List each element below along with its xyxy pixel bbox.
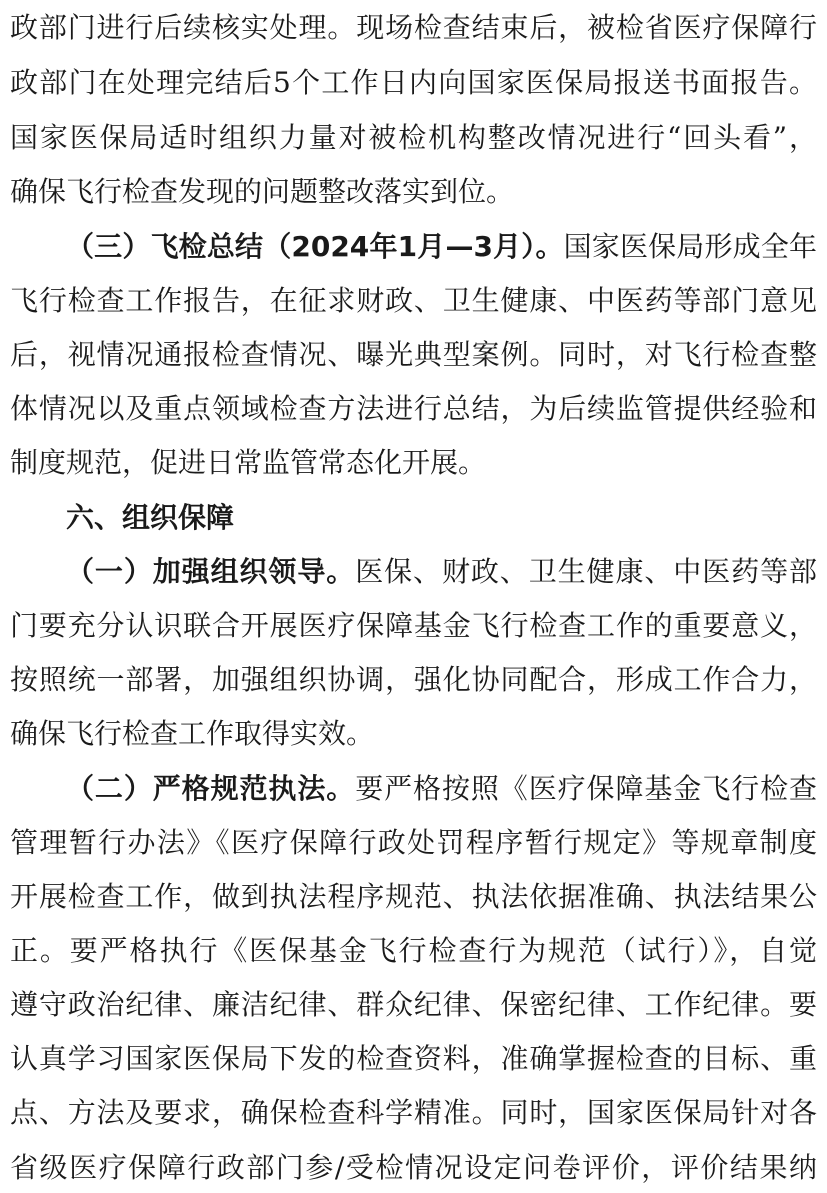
text-line: 国家医保局适时组织力量对被检机构整改情况进行“回头看”， <box>10 121 817 154</box>
paragraph-text: 国家医保局形成全年 <box>563 230 817 263</box>
text-line: 管理暂行办法》《医疗保障行政处罚程序暂行规定》等规章制度 <box>10 826 817 859</box>
paragraph-text: 医保、财政、卫生健康、中医药等部 <box>355 555 817 588</box>
text-line: 确保飞行检查发现的问题整改落实到位。 <box>10 175 515 208</box>
text-line: 正。要严格执行《医保基金飞行检查行为规范（试行）》，自觉 <box>10 934 817 967</box>
text-line: 政部门在处理完结后5个工作日内向国家医保局报送书面报告。 <box>10 66 817 99</box>
paragraph-first-line <box>66 227 817 267</box>
text-line: 飞行检查工作报告，在征求财政、卫生健康、中医药等部门意见 <box>10 284 817 317</box>
text-line: 按照统一部署，加强组织协调，强化协同配合，形成工作合力， <box>10 663 817 696</box>
text-line: 点、方法及要求，确保检查科学精准。同时，国家医保局针对各 <box>10 1096 817 1129</box>
text-line: 体情况以及重点领域检查方法进行总结，为后续监管提供经验和 <box>10 392 817 425</box>
text-line: 后，视情况通报检查情况、曝光典型案例。同时，对飞行检查整 <box>10 338 817 371</box>
text-line: 制度规范，促进日常监管常态化开展。 <box>10 446 487 479</box>
paragraph-lead: （一）加强组织领导。 <box>66 555 356 588</box>
paragraph-text: 要严格按照《医疗保障基金飞行检查 <box>355 772 817 805</box>
paragraph-first-line <box>66 552 817 592</box>
text-line: 认真学习国家医保局下发的检查资料，准确掌握检查的目标、重 <box>10 1042 817 1075</box>
text-line: 确保飞行检查工作取得实效。 <box>10 717 375 750</box>
text-line: 政部门进行后续核实处理。现场检查结束后，被检省医疗保障行 <box>10 11 817 44</box>
paragraph-first-line <box>66 769 817 809</box>
section-heading: 六、组织保障 <box>66 501 235 534</box>
paragraph-lead: （二）严格规范执法。 <box>66 772 356 805</box>
paragraph-lead: （三）飞检总结（2024年1月—3月）。 <box>66 230 564 263</box>
text-line: 省级医疗保障行政部门参/受检情况设定问卷评价，评价结果纳 <box>10 1151 817 1184</box>
text-line: 门要充分认识联合开展医疗保障基金飞行检查工作的重要意义， <box>10 609 817 642</box>
text-line: 开展检查工作，做到执法程序规范、执法依据准确、执法结果公 <box>10 880 817 913</box>
text-line: 遵守政治纪律、廉洁纪律、群众纪律、保密纪律、工作纪律。要 <box>10 988 817 1021</box>
